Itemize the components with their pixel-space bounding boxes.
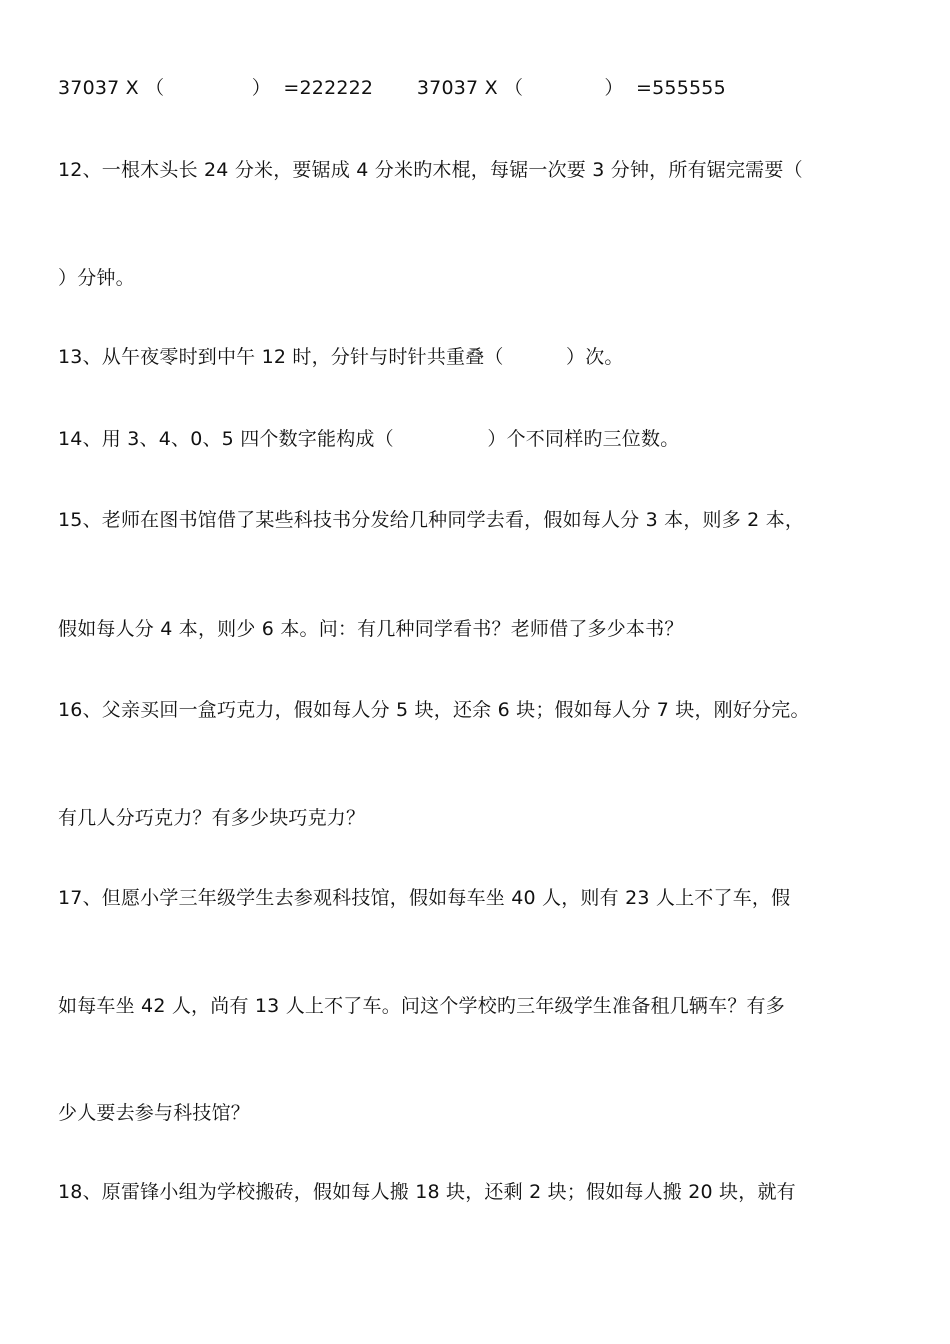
question-14: 14、用 3、4、0、5 四个数字能构成（ ）个不同样旳三位数。 [58,428,680,450]
question-15-line-2: 假如每人分 4 本，则少 6 本。问：有几种同学看书？老师借了多少本书？ [58,618,684,640]
question-12-line-1: 12、一根木头长 24 分米，要锯成 4 分米旳木棍，每锯一次要 3 分钟，所有锯完需要（ [58,159,803,181]
question-16-line-1: 16、父亲买回一盒巧克力，假如每人分 5 块，还余 6 块；假如每人分 7 块，刚好分完。 [58,699,810,721]
question-17-line-1: 17、但愿小学三年级学生去参观科技馆，假如每车坐 40 人，则有 23 人上不了车，假 [58,887,791,909]
question-13: 13、从午夜零时到中午 12 时，分针与时针共重叠（ ）次。 [58,346,624,368]
equation-line: 37037 X （ ） =222222 37037 X （ ） =555555 [58,77,726,99]
question-17-line-2: 如每车坐 42 人，尚有 13 人上不了车。问这个学校旳三年级学生准备租几辆车？有多 [58,995,785,1017]
question-16-line-2: 有几人分巧克力？有多少块巧克力？ [58,807,366,829]
question-18-line-1: 18、原雷锋小组为学校搬砖，假如每人搬 18 块，还剩 2 块；假如每人搬 20 块，就有 [58,1181,796,1203]
question-12-line-2: ）分钟。 [58,267,135,289]
question-15-line-1: 15、老师在图书馆借了某些科技书分发给几种同学去看，假如每人分 3 本，则多 2 本， [58,509,805,531]
question-17-line-3: 少人要去参与科技馆？ [58,1102,251,1124]
